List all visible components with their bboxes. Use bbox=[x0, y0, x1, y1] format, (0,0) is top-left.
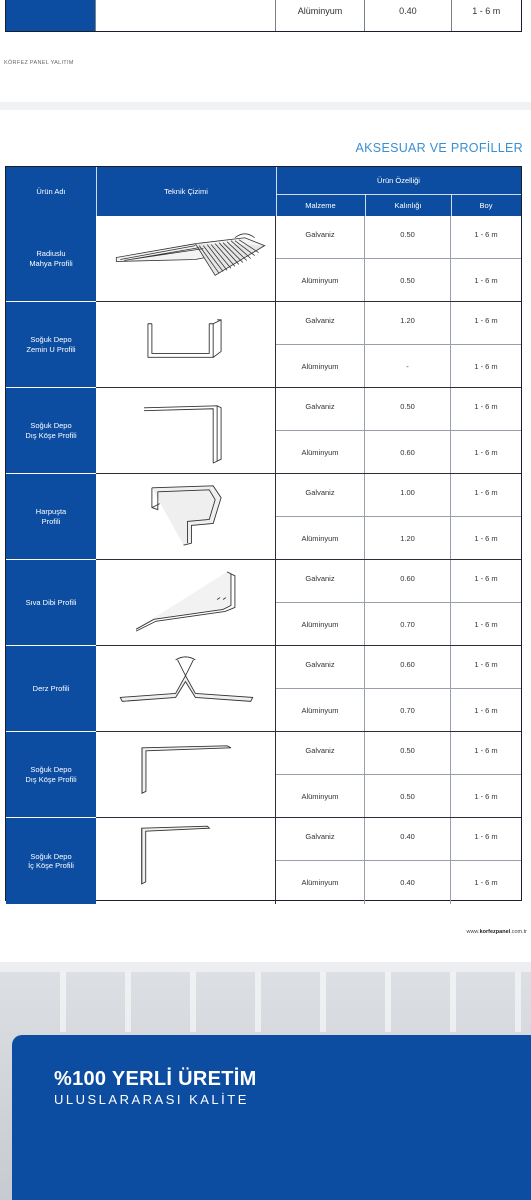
variant-row bbox=[276, 560, 521, 603]
length-cell: 1 - 6 m bbox=[474, 533, 498, 543]
banner-title: %100 YERLİ ÜRETİM bbox=[54, 1068, 257, 1090]
material-cell: Alüminyum bbox=[276, 517, 365, 559]
product-name: Soğuk Depo Dış Köşe Profili bbox=[6, 388, 96, 474]
product-name: Soğuk Depo Zemin U Profili bbox=[6, 302, 96, 388]
material-cell: Alüminyum bbox=[276, 259, 365, 301]
coping-profile-icon bbox=[96, 474, 276, 560]
length-cell: 1 - 6 m bbox=[474, 488, 498, 497]
previous-thickness: 0.40 bbox=[365, 0, 451, 31]
material-cell: Galvaniz bbox=[276, 474, 365, 516]
length-cell: 1 - 6 m bbox=[474, 705, 498, 715]
header-divider bbox=[276, 167, 277, 216]
inner-corner-angle-icon bbox=[96, 818, 276, 904]
variant-row bbox=[276, 603, 521, 646]
variant-row bbox=[276, 431, 521, 474]
material-cell: Galvaniz bbox=[276, 388, 365, 430]
material-cell: Alüminyum bbox=[276, 345, 365, 387]
thickness-cell: 1.00 bbox=[365, 474, 451, 516]
product-name: Soğuk Depo İç Köşe Profili bbox=[6, 818, 96, 904]
thickness-cell: 0.50 bbox=[365, 775, 451, 817]
product-name: Soğuk Depo Dış Köşe Profili bbox=[6, 732, 96, 818]
variant-row bbox=[276, 818, 521, 861]
table-row bbox=[6, 818, 521, 904]
variant-row bbox=[276, 861, 521, 904]
page-gap bbox=[0, 962, 531, 972]
header-product-feature: Ürün Özelliği bbox=[377, 176, 420, 185]
outer-corner-profile-icon bbox=[96, 388, 276, 474]
product-name: Radiuslu Mahya Profili bbox=[6, 216, 96, 302]
material-cell: Galvaniz bbox=[276, 216, 365, 258]
header-technical-drawing: Teknik Çizimi bbox=[164, 187, 208, 196]
accessories-table bbox=[5, 166, 522, 901]
variant-row bbox=[276, 689, 521, 732]
thickness-cell: 0.50 bbox=[365, 732, 451, 774]
length-cell: 1 - 6 m bbox=[474, 619, 498, 629]
previous-name-cell bbox=[6, 0, 96, 31]
variant-row bbox=[276, 216, 521, 259]
u-profile-icon bbox=[96, 302, 276, 388]
length-cell: 1 - 6 m bbox=[474, 316, 498, 325]
material-cell: Galvaniz bbox=[276, 732, 365, 774]
ridge-profile-icon bbox=[96, 216, 276, 302]
variant-row bbox=[276, 646, 521, 689]
material-cell: Galvaniz bbox=[276, 646, 365, 688]
material-cell: Alüminyum bbox=[276, 603, 365, 645]
previous-table-last-row bbox=[5, 0, 522, 32]
brand-footer: KÖRFEZ PANEL YALITIM bbox=[4, 60, 74, 66]
length-cell: 1 - 6 m bbox=[474, 660, 498, 669]
page-gap bbox=[0, 102, 531, 110]
thickness-cell: 0.60 bbox=[365, 646, 451, 688]
panel-rib bbox=[255, 972, 261, 1032]
thickness-cell: 0.50 bbox=[365, 216, 451, 258]
thickness-cell: 0.70 bbox=[365, 603, 451, 645]
product-name: Derz Profili bbox=[6, 646, 96, 732]
variant-row bbox=[276, 388, 521, 431]
length-cell: 1 - 6 m bbox=[474, 447, 498, 457]
panel-rib bbox=[320, 972, 326, 1032]
thickness-cell: 0.50 bbox=[365, 259, 451, 301]
thickness-cell: 1.20 bbox=[365, 302, 451, 344]
promo-banner bbox=[12, 1035, 531, 1200]
joint-profile-icon bbox=[96, 646, 276, 732]
variant-row bbox=[276, 517, 521, 560]
header-divider bbox=[451, 194, 452, 216]
material-cell: Alüminyum bbox=[276, 689, 365, 731]
panel-rib bbox=[125, 972, 131, 1032]
table-row bbox=[6, 302, 521, 388]
length-cell: 1 - 6 m bbox=[474, 402, 498, 411]
header-length: Boy bbox=[479, 200, 493, 210]
website-url[interactable] bbox=[466, 929, 527, 935]
table-row bbox=[6, 732, 521, 818]
material-cell: Galvaniz bbox=[276, 560, 365, 602]
header-material: Malzeme bbox=[305, 200, 336, 210]
header-divider bbox=[276, 194, 521, 195]
panel-rib bbox=[450, 972, 456, 1032]
header-product-name: Ürün Adı bbox=[36, 187, 66, 196]
table-row bbox=[6, 216, 521, 302]
material-cell: Alüminyum bbox=[276, 431, 365, 473]
product-name: Sıva Dibi Profili bbox=[6, 560, 96, 646]
thickness-cell: 0.40 bbox=[365, 818, 451, 860]
length-cell: 1 - 6 m bbox=[474, 746, 498, 755]
product-name: Harpuşta Profili bbox=[6, 474, 96, 560]
panel-rib bbox=[60, 972, 66, 1032]
header-divider bbox=[365, 194, 366, 216]
variant-row bbox=[276, 775, 521, 818]
length-cell: 1 - 6 m bbox=[474, 361, 498, 371]
material-cell: Alüminyum bbox=[276, 861, 365, 904]
length-cell: 1 - 6 m bbox=[474, 230, 498, 239]
website-suffix: .com.tr bbox=[510, 929, 527, 935]
table-row bbox=[6, 474, 521, 560]
variant-row bbox=[276, 474, 521, 517]
section-title: AKSESUAR VE PROFİLLER bbox=[355, 141, 523, 155]
table-row bbox=[6, 560, 521, 646]
thickness-cell: 0.60 bbox=[365, 560, 451, 602]
outer-corner-angle-icon bbox=[96, 732, 276, 818]
table-header bbox=[6, 167, 521, 216]
length-cell: 1 - 6 m bbox=[474, 832, 498, 841]
thickness-cell: 0.60 bbox=[365, 431, 451, 473]
previous-length: 1 - 6 m bbox=[472, 6, 501, 16]
previous-material: Alüminyum bbox=[276, 0, 365, 31]
material-cell: Galvaniz bbox=[276, 302, 365, 344]
table-row bbox=[6, 388, 521, 474]
header-thickness: Kalınlığı bbox=[394, 200, 422, 210]
material-cell: Alüminyum bbox=[276, 775, 365, 817]
previous-drawing-cell bbox=[96, 0, 276, 31]
thickness-cell: 0.70 bbox=[365, 689, 451, 731]
length-cell: 1 - 6 m bbox=[474, 574, 498, 583]
length-cell: 1 - 6 m bbox=[474, 878, 498, 887]
material-cell: Galvaniz bbox=[276, 818, 365, 860]
panel-rib bbox=[190, 972, 196, 1032]
table-row bbox=[6, 646, 521, 732]
length-cell: 1 - 6 m bbox=[474, 275, 498, 285]
thickness-cell: - bbox=[365, 345, 451, 387]
banner-subtitle: ULUSLARARASI KALİTE bbox=[54, 1092, 249, 1107]
variant-row bbox=[276, 302, 521, 345]
panel-rib bbox=[515, 972, 521, 1032]
website-prefix: www. bbox=[466, 929, 480, 935]
variant-row bbox=[276, 345, 521, 388]
thickness-cell: 1.20 bbox=[365, 517, 451, 559]
header-divider bbox=[96, 167, 97, 216]
plaster-base-profile-icon bbox=[96, 560, 276, 646]
panel-rib bbox=[385, 972, 391, 1032]
previous-page-fragment bbox=[0, 0, 531, 102]
variant-row bbox=[276, 259, 521, 302]
length-cell: 1 - 6 m bbox=[474, 791, 498, 801]
variant-row bbox=[276, 732, 521, 775]
website-domain: korfezpanel bbox=[479, 929, 511, 935]
thickness-cell: 0.40 bbox=[365, 861, 451, 904]
thickness-cell: 0.50 bbox=[365, 388, 451, 430]
